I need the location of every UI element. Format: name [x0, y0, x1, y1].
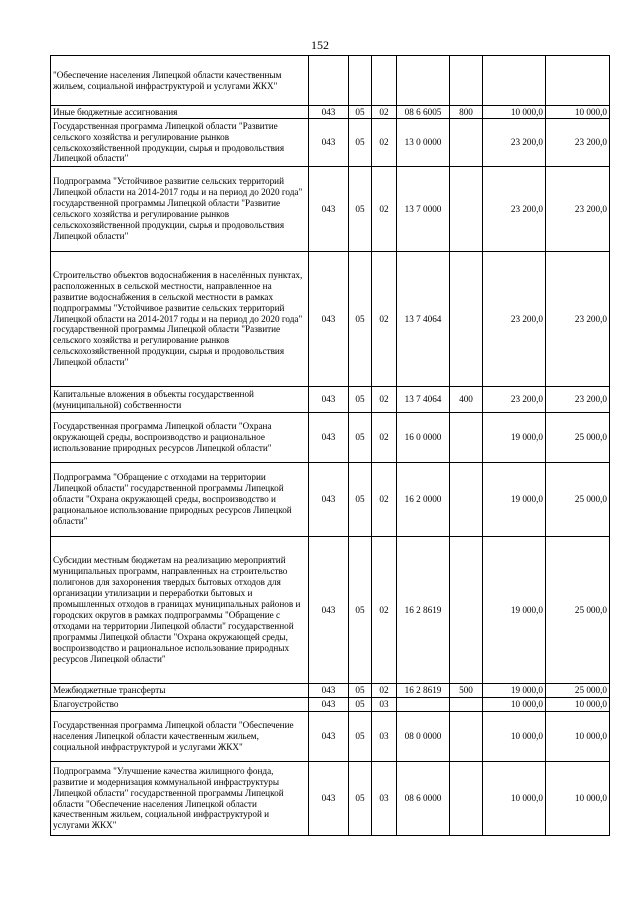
row-sum1: 10 000,0: [483, 712, 546, 762]
row-sum1: 23 200,0: [483, 119, 546, 167]
row-vr: [450, 119, 483, 167]
row-pr: 02: [372, 537, 397, 684]
row-sum2: 23 200,0: [546, 167, 610, 252]
row-csr: 16 2 8619: [397, 537, 450, 684]
row-name: "Обеспечение населения Липецкой области качественным жильем, социальной инфраструктурой и услугами ЖКХ": [51, 56, 309, 106]
row-ved: [309, 56, 349, 106]
row-pr: 02: [372, 413, 397, 463]
table-row: [51, 698, 610, 712]
row-pr: 03: [372, 712, 397, 762]
row-name: Межбюджетные трансферты: [51, 684, 309, 698]
row-vr: 500: [450, 684, 483, 698]
row-name: Государственная программа Липецкой области "Обеспечение населения Липецкой области качественным жильем, социальной инфраструктурой и услугами ЖКХ": [51, 712, 309, 762]
row-pr: 02: [372, 684, 397, 698]
row-rz: 05: [349, 119, 372, 167]
row-rz: 05: [349, 698, 372, 712]
row-sum2: 10 000,0: [546, 712, 610, 762]
row-csr: 13 7 0000: [397, 167, 450, 252]
row-name: Строительство объектов водоснабжения в населённых пунктах, расположенных в сельской местности, направленное на развитие водоснабжения в сельской местности в рамках подпрограммы "Устойчивое развитие сельских территорий Липецкой области на 2014-2017 годы и на период до 2020 года" государственной программы Липецкой области "Развитие сельского хозяйства и регулирование рынков сельскохозяйственной продукции, сырья и продовольствия Липецкой области": [51, 252, 309, 387]
row-csr: 13 0 0000: [397, 119, 450, 167]
row-sum2: 25 000,0: [546, 463, 610, 537]
row-pr: 03: [372, 698, 397, 712]
row-rz: 05: [349, 413, 372, 463]
row-pr: 02: [372, 167, 397, 252]
row-csr: 16 2 8619: [397, 684, 450, 698]
table-row: [51, 167, 610, 252]
row-rz: 05: [349, 537, 372, 684]
row-ved: 043: [309, 537, 349, 684]
row-sum2: 10 000,0: [546, 762, 610, 836]
row-sum2: 23 200,0: [546, 252, 610, 387]
row-csr: 16 2 0000: [397, 463, 450, 537]
row-name: Подпрограмма "Обращение с отходами на территории Липецкой области" государственной программы Липецкой области "Охрана окружающей среды, воспроизводство и рациональное использование природных ресурсов Липецкой области": [51, 463, 309, 537]
row-pr: 02: [372, 106, 397, 119]
row-vr: 800: [450, 106, 483, 119]
row-csr: 08 6 6005: [397, 106, 450, 119]
row-sum1: 23 200,0: [483, 252, 546, 387]
row-ved: 043: [309, 413, 349, 463]
row-vr: [450, 252, 483, 387]
row-sum1: [483, 56, 546, 106]
row-sum1: 19 000,0: [483, 463, 546, 537]
row-sum2: 25 000,0: [546, 684, 610, 698]
row-sum2: [546, 56, 610, 106]
row-ved: 043: [309, 762, 349, 836]
table-row: [51, 119, 610, 167]
table-row: [51, 537, 610, 684]
row-ved: 043: [309, 684, 349, 698]
row-sum1: 10 000,0: [483, 106, 546, 119]
row-ved: 043: [309, 252, 349, 387]
row-rz: 05: [349, 762, 372, 836]
row-sum2: 10 000,0: [546, 106, 610, 119]
row-rz: 05: [349, 106, 372, 119]
row-sum1: 19 000,0: [483, 684, 546, 698]
budget-table: [50, 55, 610, 836]
row-vr: [450, 537, 483, 684]
row-vr: [450, 712, 483, 762]
row-vr: [450, 56, 483, 106]
row-rz: 05: [349, 387, 372, 413]
row-pr: [372, 56, 397, 106]
row-name: Капитальные вложения в объекты государственной (муниципальной) собственности: [51, 387, 309, 413]
row-ved: 043: [309, 387, 349, 413]
row-ved: 043: [309, 119, 349, 167]
row-name: Иные бюджетные ассигнования: [51, 106, 309, 119]
row-name: Подпрограмма "Улучшение качества жилищного фонда, развитие и модернизация коммунальной инфраструктуры Липецкой области" государственной программы Липецкой области "Обеспечение населения Липецкой области качественным жильем, социальной инфраструктурой и услугами ЖКХ": [51, 762, 309, 836]
row-csr: 13 7 4064: [397, 387, 450, 413]
row-vr: [450, 413, 483, 463]
row-sum1: 19 000,0: [483, 413, 546, 463]
row-name: Подпрограмма "Устойчивое развитие сельских территорий Липецкой области на 2014-2017 годы и на период до 2020 года" государственной программы Липецкой области "Развитие сельского хозяйства и регулирование рынков сельскохозяйственной продукции, сырья и продовольствия Липецкой области": [51, 167, 309, 252]
row-vr: [450, 698, 483, 712]
table-row: [51, 463, 610, 537]
row-rz: 05: [349, 463, 372, 537]
row-csr: 08 0 0000: [397, 712, 450, 762]
row-vr: 400: [450, 387, 483, 413]
table-row: [51, 413, 610, 463]
row-sum2: 25 000,0: [546, 537, 610, 684]
row-pr: 03: [372, 762, 397, 836]
row-rz: [349, 56, 372, 106]
table-row: [51, 762, 610, 836]
page-number: 152: [311, 38, 329, 52]
row-ved: 043: [309, 712, 349, 762]
row-name: Государственная программа Липецкой области "Охрана окружающей среды, воспроизводство и рациональное использование природных ресурсов Липецкой области": [51, 413, 309, 463]
row-sum2: 23 200,0: [546, 119, 610, 167]
table-row: [51, 56, 610, 106]
row-sum2: 10 000,0: [546, 698, 610, 712]
row-sum1: 23 200,0: [483, 167, 546, 252]
row-sum1: 10 000,0: [483, 762, 546, 836]
row-rz: 05: [349, 167, 372, 252]
row-vr: [450, 167, 483, 252]
row-rz: 05: [349, 252, 372, 387]
row-ved: 043: [309, 106, 349, 119]
row-pr: 02: [372, 252, 397, 387]
table-row: [51, 712, 610, 762]
row-pr: 02: [372, 119, 397, 167]
row-rz: 05: [349, 712, 372, 762]
row-vr: [450, 463, 483, 537]
row-sum1: 19 000,0: [483, 537, 546, 684]
row-csr: [397, 698, 450, 712]
row-csr: 16 0 0000: [397, 413, 450, 463]
row-csr: 08 6 0000: [397, 762, 450, 836]
table-row: [51, 252, 610, 387]
row-sum1: 23 200,0: [483, 387, 546, 413]
row-rz: 05: [349, 684, 372, 698]
row-csr: [397, 56, 450, 106]
row-sum1: 10 000,0: [483, 698, 546, 712]
table-row: [51, 106, 610, 119]
row-name: Государственная программа Липецкой области "Развитие сельского хозяйства и регулирование рынков сельскохозяйственной продукции, сырья и продовольствия Липецкой области": [51, 119, 309, 167]
row-pr: 02: [372, 463, 397, 537]
row-sum2: 25 000,0: [546, 413, 610, 463]
row-ved: 043: [309, 698, 349, 712]
row-name: Благоустройство: [51, 698, 309, 712]
row-vr: [450, 762, 483, 836]
row-name: Субсидии местным бюджетам на реализацию мероприятий муниципальных программ, направленных на строительство полигонов для захоронения твердых бытовых отходов для организации утилизации и переработки бытовых и промышленных отходов в границах муниципальных районов и городских округов в рамках подпрограммы "Обращение с отходами на территории Липецкой области" государственной программы Липецкой области "Охрана окружающей среды, воспроизводство и рациональное использование природных ресурсов Липецкой области": [51, 537, 309, 684]
row-csr: 13 7 4064: [397, 252, 450, 387]
row-ved: 043: [309, 167, 349, 252]
table-row: [51, 387, 610, 413]
row-ved: 043: [309, 463, 349, 537]
row-pr: 02: [372, 387, 397, 413]
row-sum2: 23 200,0: [546, 387, 610, 413]
table-row: [51, 684, 610, 698]
